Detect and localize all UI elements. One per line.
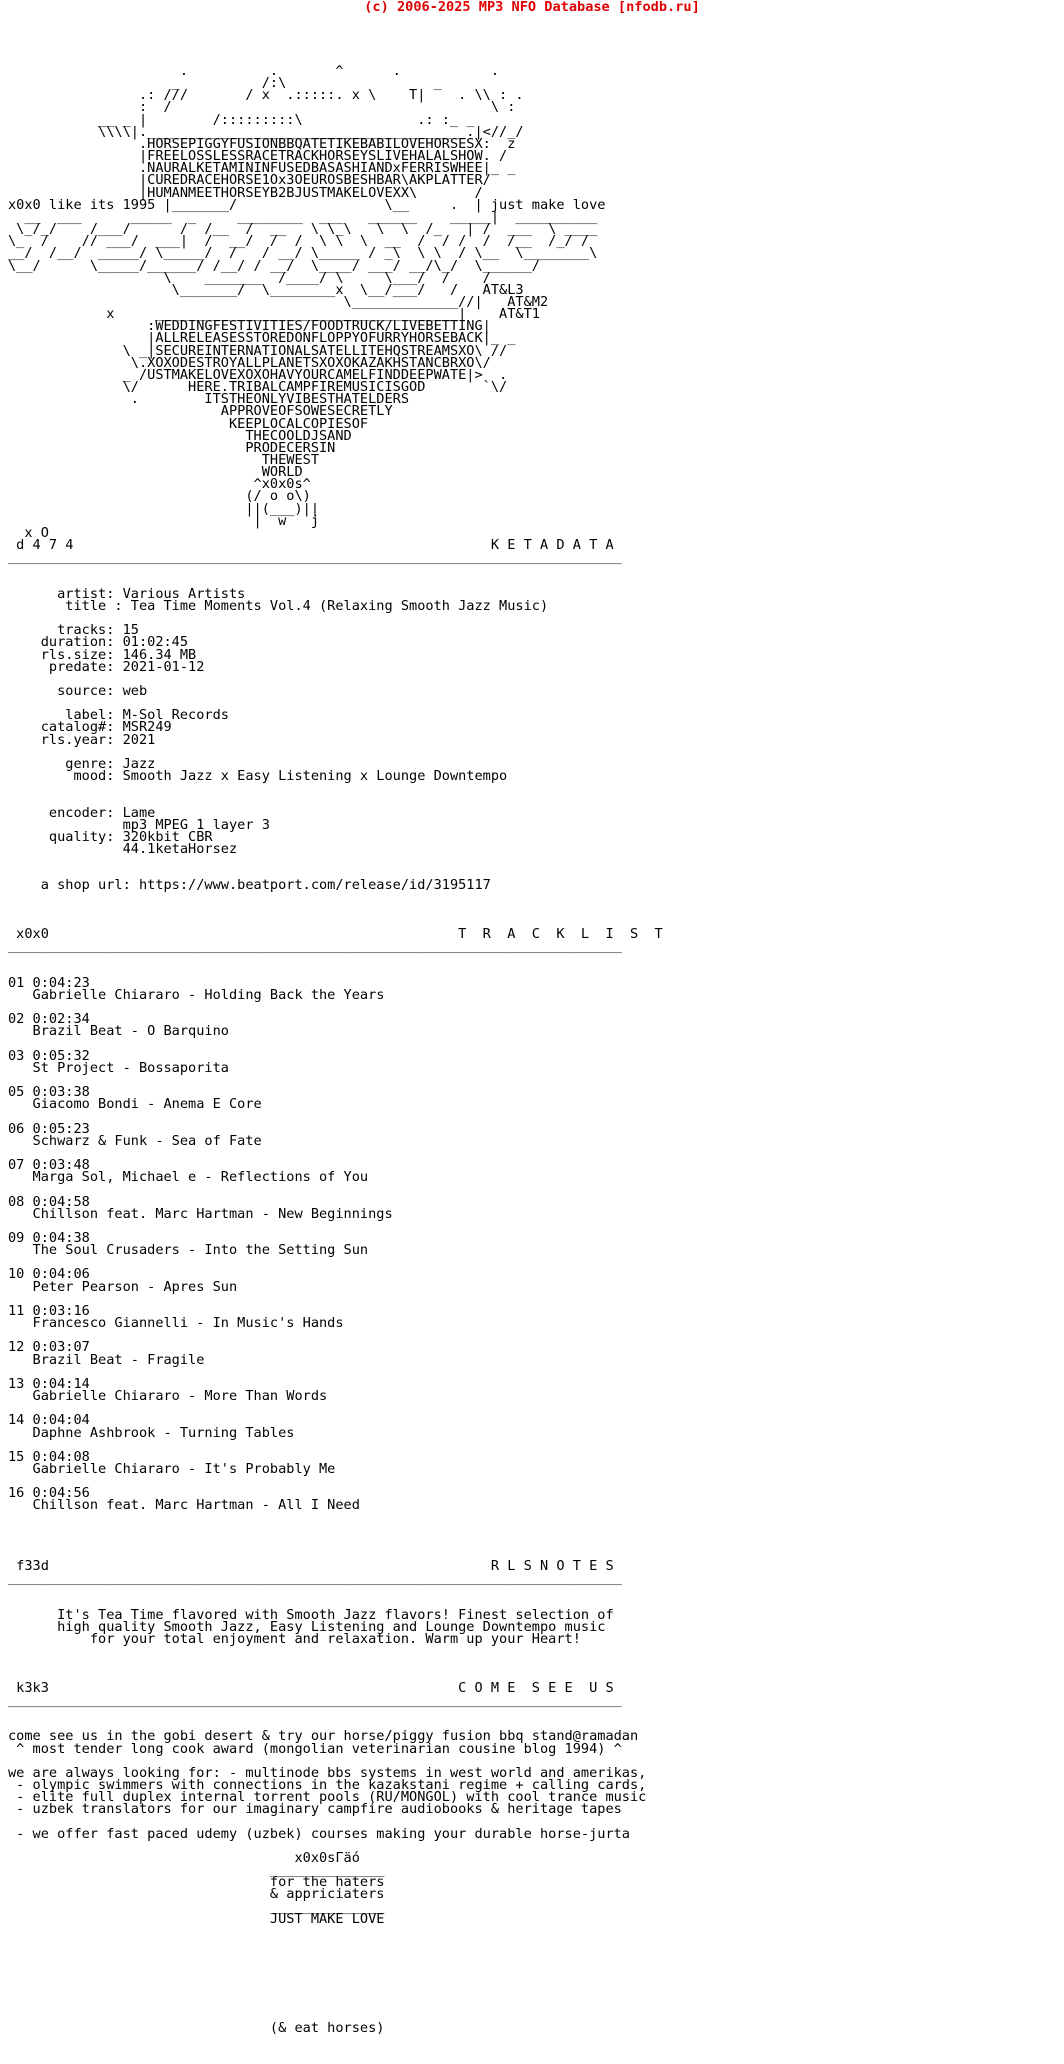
nfo-line: Francesco Giannelli - In Music's Hands xyxy=(8,1315,344,1332)
nfo-line: - uzbek translators for our imaginary campfire audiobooks & heritage tapes xyxy=(8,1801,622,1818)
nfo-line: KEEPLOCALCOPIESOF xyxy=(8,415,369,432)
nfo-line: PRODECERSIN xyxy=(8,439,336,456)
nfo-line: ||(___)|| xyxy=(8,500,319,517)
nfo-line: 16 0:04:56 xyxy=(8,1485,90,1502)
nfo-line: 11 0:03:16 xyxy=(8,1302,90,1319)
nfo-line: a shop url: https://www.beatport.com/release/id/3195117 xyxy=(8,877,491,894)
nfo-line: source: web xyxy=(8,682,148,699)
nfo-line: artist: Various Artists xyxy=(8,585,246,602)
nfo-line: Chillson feat. Marc Hartman - All I Need xyxy=(8,1497,360,1514)
nfo-line: come see us in the gobi desert & try our horse/piggy fusion bbq stand@ramadan xyxy=(8,1728,639,1745)
nfo-line: ___________________________________________________________________________ xyxy=(8,549,622,566)
nfo-line: 03 0:05:32 xyxy=(8,1047,90,1064)
nfo-line: for your total enjoyment and relaxation. Warm up your Heart! xyxy=(8,1631,581,1648)
nfo-line: |ALLRELEASESSTOREDONFLOPPYOFURRYHORSEBACK|_ _ xyxy=(8,330,516,347)
nfo-document xyxy=(8,63,663,2037)
nfo-line: label: M-Sol Records xyxy=(8,707,229,724)
nfo-line: quality: 320kbit CBR xyxy=(8,828,213,845)
nfo-line: 12 0:03:07 xyxy=(8,1339,90,1356)
nfo-line: The Soul Crusaders - Into the Setting Sun xyxy=(8,1242,369,1259)
nfo-line: 08 0:04:58 xyxy=(8,1193,90,1210)
nfo-line: encoder: Lame xyxy=(8,804,156,821)
nfo-line: k3k3 C O M E S E E U S xyxy=(8,1679,614,1696)
nfo-line: __ _ | /:::::::::\ .: :_ _ xyxy=(8,111,475,128)
nfo-line: - elite full duplex internal torrent pools (RU/MONGOL) with cool trance music xyxy=(8,1789,647,1806)
nfo-line: d 4 7 4 K E T A D A T A xyxy=(8,537,614,554)
nfo-line: |CUREDRACEHORSE1Ox3OEUROSBESHBAR\AKPLATTER/ xyxy=(8,172,491,189)
nfo-line: 06 0:05:23 xyxy=(8,1120,90,1137)
nfo-line: rls.year: 2021 xyxy=(8,731,156,748)
nfo-line: for the haters xyxy=(8,1874,385,1891)
nfo-line: .HORSEPIGGYFUSIONBBQATETIKEBABILOVEHORSESX: z xyxy=(8,135,516,152)
nfo-line: mood: Smooth Jazz x Easy Listening x Lounge Downtempo xyxy=(8,768,508,785)
nfo-line: ___________________________________________________________________________ xyxy=(8,1570,622,1587)
nfo-line: x0x0 like its 1995 |_______/ \__ . | just make love xyxy=(8,196,606,213)
nfo-line: Gabrielle Chiararo - Holding Back the Years xyxy=(8,986,385,1003)
nfo-line: predate: 2021-01-12 xyxy=(8,658,205,675)
nfo-line: ^ most tender long cook award (mongolian veterinarian cousine blog 1994) ^ xyxy=(8,1740,622,1757)
nfo-line: \_/_/ /___/ / /__ / __ \ \_\ \ \ /_ | / ___ \ ____ xyxy=(8,221,598,238)
nfo-line: \_______/ \________x \__/___/ / AT&L3 xyxy=(8,281,524,298)
nfodb-copyright-header[interactable]: (c) 2006-2025 MP3 NFO Database [nfodb.ru] xyxy=(364,0,700,15)
nfo-line: 07 0:03:48 xyxy=(8,1157,90,1174)
nfo-line: JUST MAKE LOVE xyxy=(8,1910,385,1927)
nfo-line: 10 0:04:06 xyxy=(8,1266,90,1283)
nfo-line: high quality Smooth Jazz, Easy Listening and Lounge Downtempo music xyxy=(8,1619,606,1635)
nfo-line: tracks: 15 xyxy=(8,622,139,639)
nfo-line: \__/ \_____/______/ /__/ / __/ \____/ ___/ __/\_/ \______/ xyxy=(8,257,540,274)
nfo-line: Chillson feat. Marc Hartman - New Beginnings xyxy=(8,1205,393,1222)
nfo-line: __ ___ _____ _ ________ ___ ______ _____| __________ xyxy=(8,208,598,225)
nfo-line: \/ HERE.TRIBALCAMPFIREMUSICISGOD `\/ xyxy=(8,379,508,396)
nfo-line: : / \ : xyxy=(8,99,516,116)
nfo-line: . . ^ . . xyxy=(8,63,500,79)
nfo-line: Marga Sol, Michael e - Reflections of You xyxy=(8,1169,369,1186)
nfo-line: 14 0:04:04 xyxy=(8,1412,90,1429)
nfo-line: (/ o o\) xyxy=(8,488,311,505)
nfo-line: St Project - Bossaporita xyxy=(8,1059,229,1076)
nfo-line: 44.1ketaHorsez xyxy=(8,841,238,857)
nfo-line: x0x0sГäó xyxy=(8,1849,360,1866)
nfo-line: ___________________________________________________________________________ xyxy=(8,938,622,955)
nfo-line: (& eat horses) xyxy=(8,2020,385,2037)
nfo-line: :WEDDINGFESTIVITIES/FOODTRUCK/LIVEBETTING| xyxy=(8,318,491,335)
nfo-line: \_ / // ___/ ___| / __/ / / \ \ \ __ / / / / /__ /_/ / xyxy=(8,233,590,250)
nfo-line: Schwarz & Funk - Sea of Fate xyxy=(8,1132,262,1149)
nfo-line: WORLD xyxy=(8,464,303,481)
nfo-line: .NAURALKETAMININFUSEDBASASHIANDxFERRISWHEE|_ _ xyxy=(8,160,516,177)
nfo-line: ______________ xyxy=(8,1862,385,1879)
nfo-line: x0x0 T R A C K L I S T xyxy=(8,926,663,943)
nfo-line: title : Tea Time Moments Vol.4 (Relaxing Smooth Jazz Music) xyxy=(8,597,549,614)
nfo-line: we are always looking for: - multinode bbs systems in west world and amerikas, xyxy=(8,1764,647,1781)
nfo-line: duration: 01:02:45 xyxy=(8,634,189,651)
nfo-line: \ _|SECUREINTERNATIONALSATELLITEHQSTREAMSXO\ // xyxy=(8,342,508,359)
nfo-line: ___________________________________________________________________________ xyxy=(8,1691,622,1708)
nfo-line: 15 0:04:08 xyxy=(8,1448,90,1465)
nfo-line: rls.size: 146.34 MB xyxy=(8,646,197,663)
nfo-line: Gabrielle Chiararo - It's Probably Me xyxy=(8,1460,336,1477)
nfo-line: _ /USTMAKELOVEXOXOHAVYOURCAMELFINDDEEPWATE|> . xyxy=(8,366,508,383)
nfo-line: .: /// / x .:::::. x \ T| . \\ : . xyxy=(8,87,524,104)
nfo-line: Peter Pearson - Apres Sun xyxy=(8,1278,238,1295)
nfo-line: genre: Jazz xyxy=(8,755,156,772)
nfo-line: x _____________________________________| AT&T1 xyxy=(8,306,540,323)
nfo-line: 02 0:02:34 xyxy=(8,1011,90,1028)
nfo-line: ______________ xyxy=(8,1898,385,1915)
nfo-line: f33d R L S N O T E S xyxy=(8,1558,614,1575)
nfo-line: It's Tea Time flavored with Smooth Jazz flavors! Finest selection of xyxy=(8,1606,614,1623)
nfo-line: \ _______ /____/ \ \___/ / / xyxy=(8,269,491,286)
nfo-line: THECOOLDJSAND xyxy=(8,427,352,444)
nfo-line: Daphne Ashbrook - Turning Tables xyxy=(8,1424,295,1441)
nfo-line: 09 0:04:38 xyxy=(8,1230,90,1246)
nfo-line: \\\\|._______________________________________.|<//_/ xyxy=(8,123,524,140)
nfo-line: THEWEST xyxy=(8,452,319,468)
nfo-line: 05 0:03:38 xyxy=(8,1084,90,1101)
nfo-line: x O xyxy=(8,524,49,541)
nfo-line: |HUMANMEETHORSEYB2BJUSTMAKELOVEXX\ / xyxy=(8,184,483,201)
nfo-line: \_____________//| AT&M2 xyxy=(8,293,549,310)
nfo-line: |FREELOSSLESSRACETRACKHORSEYSLIVEHALALSHOW. / xyxy=(8,148,508,165)
nfo-line: _ /:\ _ xyxy=(8,75,442,92)
nfo-line: Brazil Beat - O Barquino xyxy=(8,1023,229,1040)
nfo-line: Giacomo Bondi - Anema E Core xyxy=(8,1096,262,1113)
nfo-line: catalog#: MSR249 xyxy=(8,719,172,736)
nfo-line: __/ /__/ _____/ \_____/ / / __/ \_____ / _\ \ \ / \__ \________\ xyxy=(8,245,598,262)
nfo-line: | w j xyxy=(8,512,319,529)
nfo-line: 01 0:04:23 xyxy=(8,974,90,991)
nfo-line: mp3 MPEG 1 layer 3 xyxy=(8,816,270,833)
nfo-line: \.XOXODESTROYALLPLANETSXOXOKAZAKHSTANCBRXO\/ xyxy=(8,354,491,371)
nfo-line: Brazil Beat - Fragile xyxy=(8,1351,205,1368)
nfo-line: ^x0x0s^ xyxy=(8,476,311,493)
nfo-line: & appriciaters xyxy=(8,1886,385,1903)
nfo-line: Gabrielle Chiararo - More Than Words xyxy=(8,1388,328,1405)
nfo-line: APPROVEOFSOWESECRETLY xyxy=(8,403,393,420)
nfo-line: - we offer fast paced udemy (uzbek) courses making your durable horse-jurta xyxy=(8,1825,630,1842)
nfo-line: . ITSTHEONLYVIBESTHATELDERS xyxy=(8,391,410,408)
nfo-line: 13 0:04:14 xyxy=(8,1375,90,1392)
nfo-line: - olympic swimmers with connections in the kazakstani regime + calling cards, xyxy=(8,1777,647,1794)
